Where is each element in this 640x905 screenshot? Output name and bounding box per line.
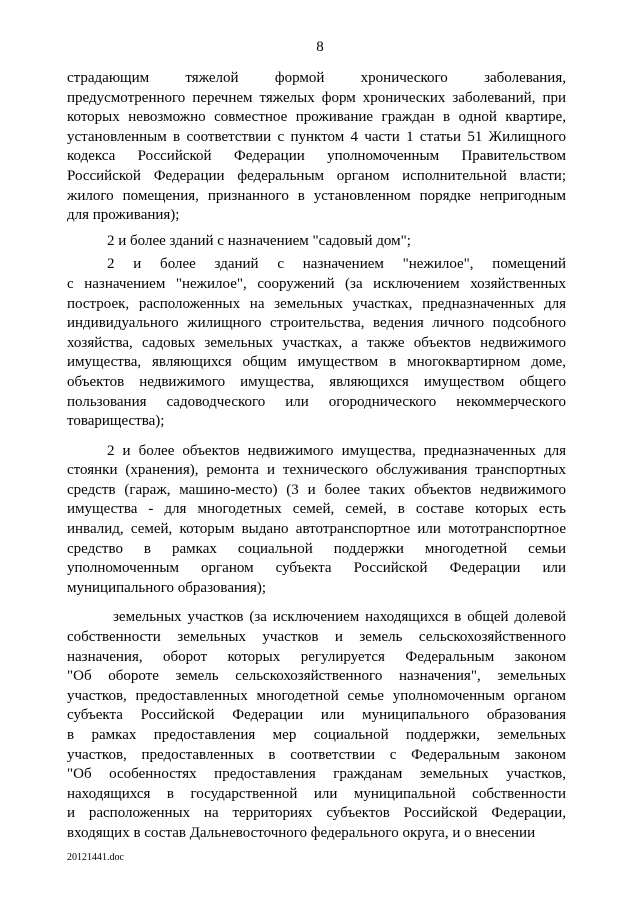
paragraph bbox=[67, 608, 566, 843]
text-line: стоянки (хранения), ремонта и технического обслуживания транспортных bbox=[67, 462, 566, 479]
text-line: построек, расположенных на земельных участках, предназначенных для bbox=[67, 295, 566, 312]
text-line: участков, предоставленных в соответствии с Федеральным законом bbox=[67, 746, 566, 763]
text-line: находящихся в государственной или муниципальной собственности bbox=[67, 785, 566, 802]
text-line: с назначением "нежилое", сооружений (за исключением хозяйственных bbox=[67, 275, 566, 292]
text-line: входящих в состав Дальневосточного федерального округа, и о внесении bbox=[67, 824, 536, 841]
text-line: собственности земельных участков и земель сельскохозяйственного bbox=[67, 629, 566, 646]
page-number: 8 bbox=[316, 39, 324, 55]
text-line: муниципального образования); bbox=[67, 579, 267, 596]
document-body bbox=[67, 69, 566, 844]
text-line: инвалид, семей, которым выдано автотранспортное или мототранспортное bbox=[67, 521, 566, 538]
text-line: "Об особенностях предоставления гражданам земельных участков, bbox=[67, 766, 566, 783]
text-line: земельных участков (за исключением находящихся в общей долевой bbox=[113, 609, 566, 626]
text-line: кодекса Российской Федерации уполномоченным Правительством bbox=[67, 148, 566, 165]
text-line: и расположенных на территориях субъектов Российской Федерации, bbox=[67, 805, 566, 822]
text-line: Российской Федерации федеральным органом исполнительной власти; bbox=[67, 167, 566, 184]
text-line: имущества, являющихся общим имуществом в многоквартирном доме, bbox=[67, 354, 566, 371]
text-line: уполномоченным органом субъекта Российской Федерации или bbox=[67, 560, 566, 577]
paragraph-spacer bbox=[67, 598, 566, 608]
paragraph-spacer bbox=[67, 432, 566, 442]
text-line: средств (гараж, машино-место) (3 и более таких объектов недвижимого bbox=[67, 481, 566, 498]
text-line: предусмотренного перечнем тяжелых форм хронических заболеваний, при bbox=[67, 89, 566, 106]
text-line: "Об обороте земель сельскохозяйственного назначения", земельных bbox=[67, 668, 566, 685]
text-line: субъекта Российской Федерации или муниципального образования bbox=[67, 707, 566, 724]
paragraph bbox=[67, 232, 566, 252]
text-line: пользования садоводческого или огороднического некоммерческого bbox=[67, 393, 566, 410]
document-filename: 20121441.doc bbox=[67, 852, 124, 863]
text-line: 2 и более зданий с назначением "нежилое", помещений bbox=[107, 256, 566, 273]
text-line: хозяйства, садовых земельных участках, а также объектов недвижимого bbox=[67, 334, 566, 351]
text-line: которых невозможно совместное проживание граждан в одной квартире, bbox=[67, 109, 566, 126]
paragraph bbox=[67, 442, 566, 599]
text-line: 2 и более зданий с назначением "садовый дом"; bbox=[107, 232, 411, 249]
text-line: участков, предоставленных многодетной семье уполномоченным органом bbox=[67, 687, 566, 704]
text-line: жилого помещения, признанного в установленном порядке непригодным bbox=[67, 187, 566, 204]
text-line: в рамках предоставления мер социальной поддержки, земельных bbox=[67, 727, 566, 743]
text-line: средство в рамках социальной поддержки многодетной семьи bbox=[67, 540, 566, 557]
text-line: назначения, оборот которых регулируется Федеральным законом bbox=[67, 648, 566, 665]
text-line: страдающим тяжелой формой хронического заболевания, bbox=[67, 70, 566, 86]
text-line: для проживания); bbox=[67, 207, 180, 224]
text-line: установленным в соответствии с пунктом 4 части 1 статьи 51 Жилищного bbox=[67, 128, 566, 145]
paragraph bbox=[67, 255, 566, 431]
text-line: объектов недвижимого имущества, являющихся имуществом общего bbox=[67, 373, 566, 390]
text-line: индивидуального жилищного строительства, ведения личного подсобного bbox=[67, 315, 566, 332]
text-line: 2 и более объектов недвижимого имущества, предназначенных для bbox=[107, 442, 566, 459]
text-line: имущества - для многодетных семей, семей, в составе которых есть bbox=[67, 501, 566, 518]
paragraph bbox=[67, 69, 566, 226]
text-line: товарищества); bbox=[67, 413, 165, 430]
